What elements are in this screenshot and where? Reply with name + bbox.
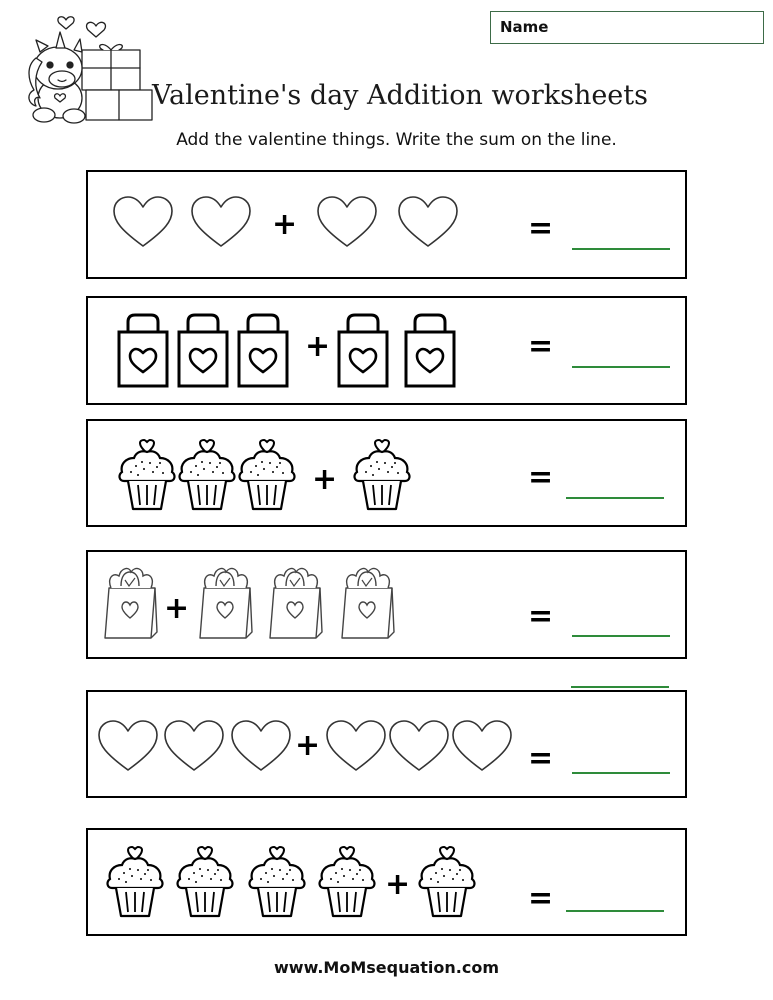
cupcake-icon: [416, 846, 478, 918]
name-field[interactable]: [490, 11, 764, 44]
gift-bag-icon: [196, 562, 254, 642]
page-title: Valentine's day Addition worksheets: [151, 80, 648, 111]
cupcake-icon: [174, 846, 236, 918]
problem-1: [86, 170, 687, 279]
equals-sign: =: [528, 329, 554, 364]
heart-bag-icon: [116, 312, 170, 388]
unicorn-mascot-icon: [14, 10, 156, 126]
cupcake-icon: [104, 846, 166, 918]
problem-3: [86, 419, 687, 527]
cupcake-icon: [176, 439, 238, 511]
answer-line-3[interactable]: [566, 497, 664, 499]
problem-2: [86, 296, 687, 405]
heart-icon: [450, 718, 514, 774]
heart-icon: [96, 718, 160, 774]
heart-icon: [315, 194, 379, 250]
gift-bag-icon: [266, 562, 324, 642]
heart-icon: [189, 194, 253, 250]
plus-sign: +: [312, 462, 338, 497]
answer-line-6[interactable]: [566, 910, 664, 912]
equals-sign: =: [528, 599, 554, 634]
equals-sign: =: [528, 741, 554, 776]
cupcake-icon: [246, 846, 308, 918]
problem-5: [86, 690, 687, 798]
heart-bag-icon: [176, 312, 230, 388]
plus-sign: +: [164, 591, 190, 626]
answer-line-2[interactable]: [572, 366, 670, 368]
name-label: Name: [500, 18, 549, 36]
heart-icon: [396, 194, 460, 250]
equals-sign: =: [528, 460, 554, 495]
heart-icon: [111, 194, 175, 250]
plus-sign: +: [295, 728, 321, 763]
cupcake-icon: [116, 439, 178, 511]
heart-icon: [229, 718, 293, 774]
answer-line-1[interactable]: [572, 248, 670, 250]
cupcake-icon: [351, 439, 413, 511]
answer-line-5[interactable]: [572, 772, 670, 774]
heart-icon: [162, 718, 226, 774]
gift-bag-icon: [101, 562, 159, 642]
problem-6: [86, 828, 687, 936]
footer-website: www.MoMsequation.com: [274, 958, 499, 977]
equals-sign: =: [528, 211, 554, 246]
gift-bag-icon: [338, 562, 396, 642]
equals-sign: =: [528, 881, 554, 916]
heart-bag-icon: [236, 312, 290, 388]
cupcake-icon: [236, 439, 298, 511]
instructions-text: Add the valentine things. Write the sum on the line.: [176, 130, 617, 150]
plus-sign: +: [305, 329, 331, 364]
heart-bag-icon: [336, 312, 390, 388]
plus-sign: +: [272, 207, 298, 242]
stray-answer-line: [571, 686, 669, 688]
cupcake-icon: [316, 846, 378, 918]
plus-sign: +: [385, 867, 411, 902]
heart-icon: [387, 718, 451, 774]
heart-bag-icon: [403, 312, 457, 388]
heart-icon: [324, 718, 388, 774]
answer-line-4[interactable]: [572, 635, 670, 637]
problem-4: [86, 550, 687, 659]
